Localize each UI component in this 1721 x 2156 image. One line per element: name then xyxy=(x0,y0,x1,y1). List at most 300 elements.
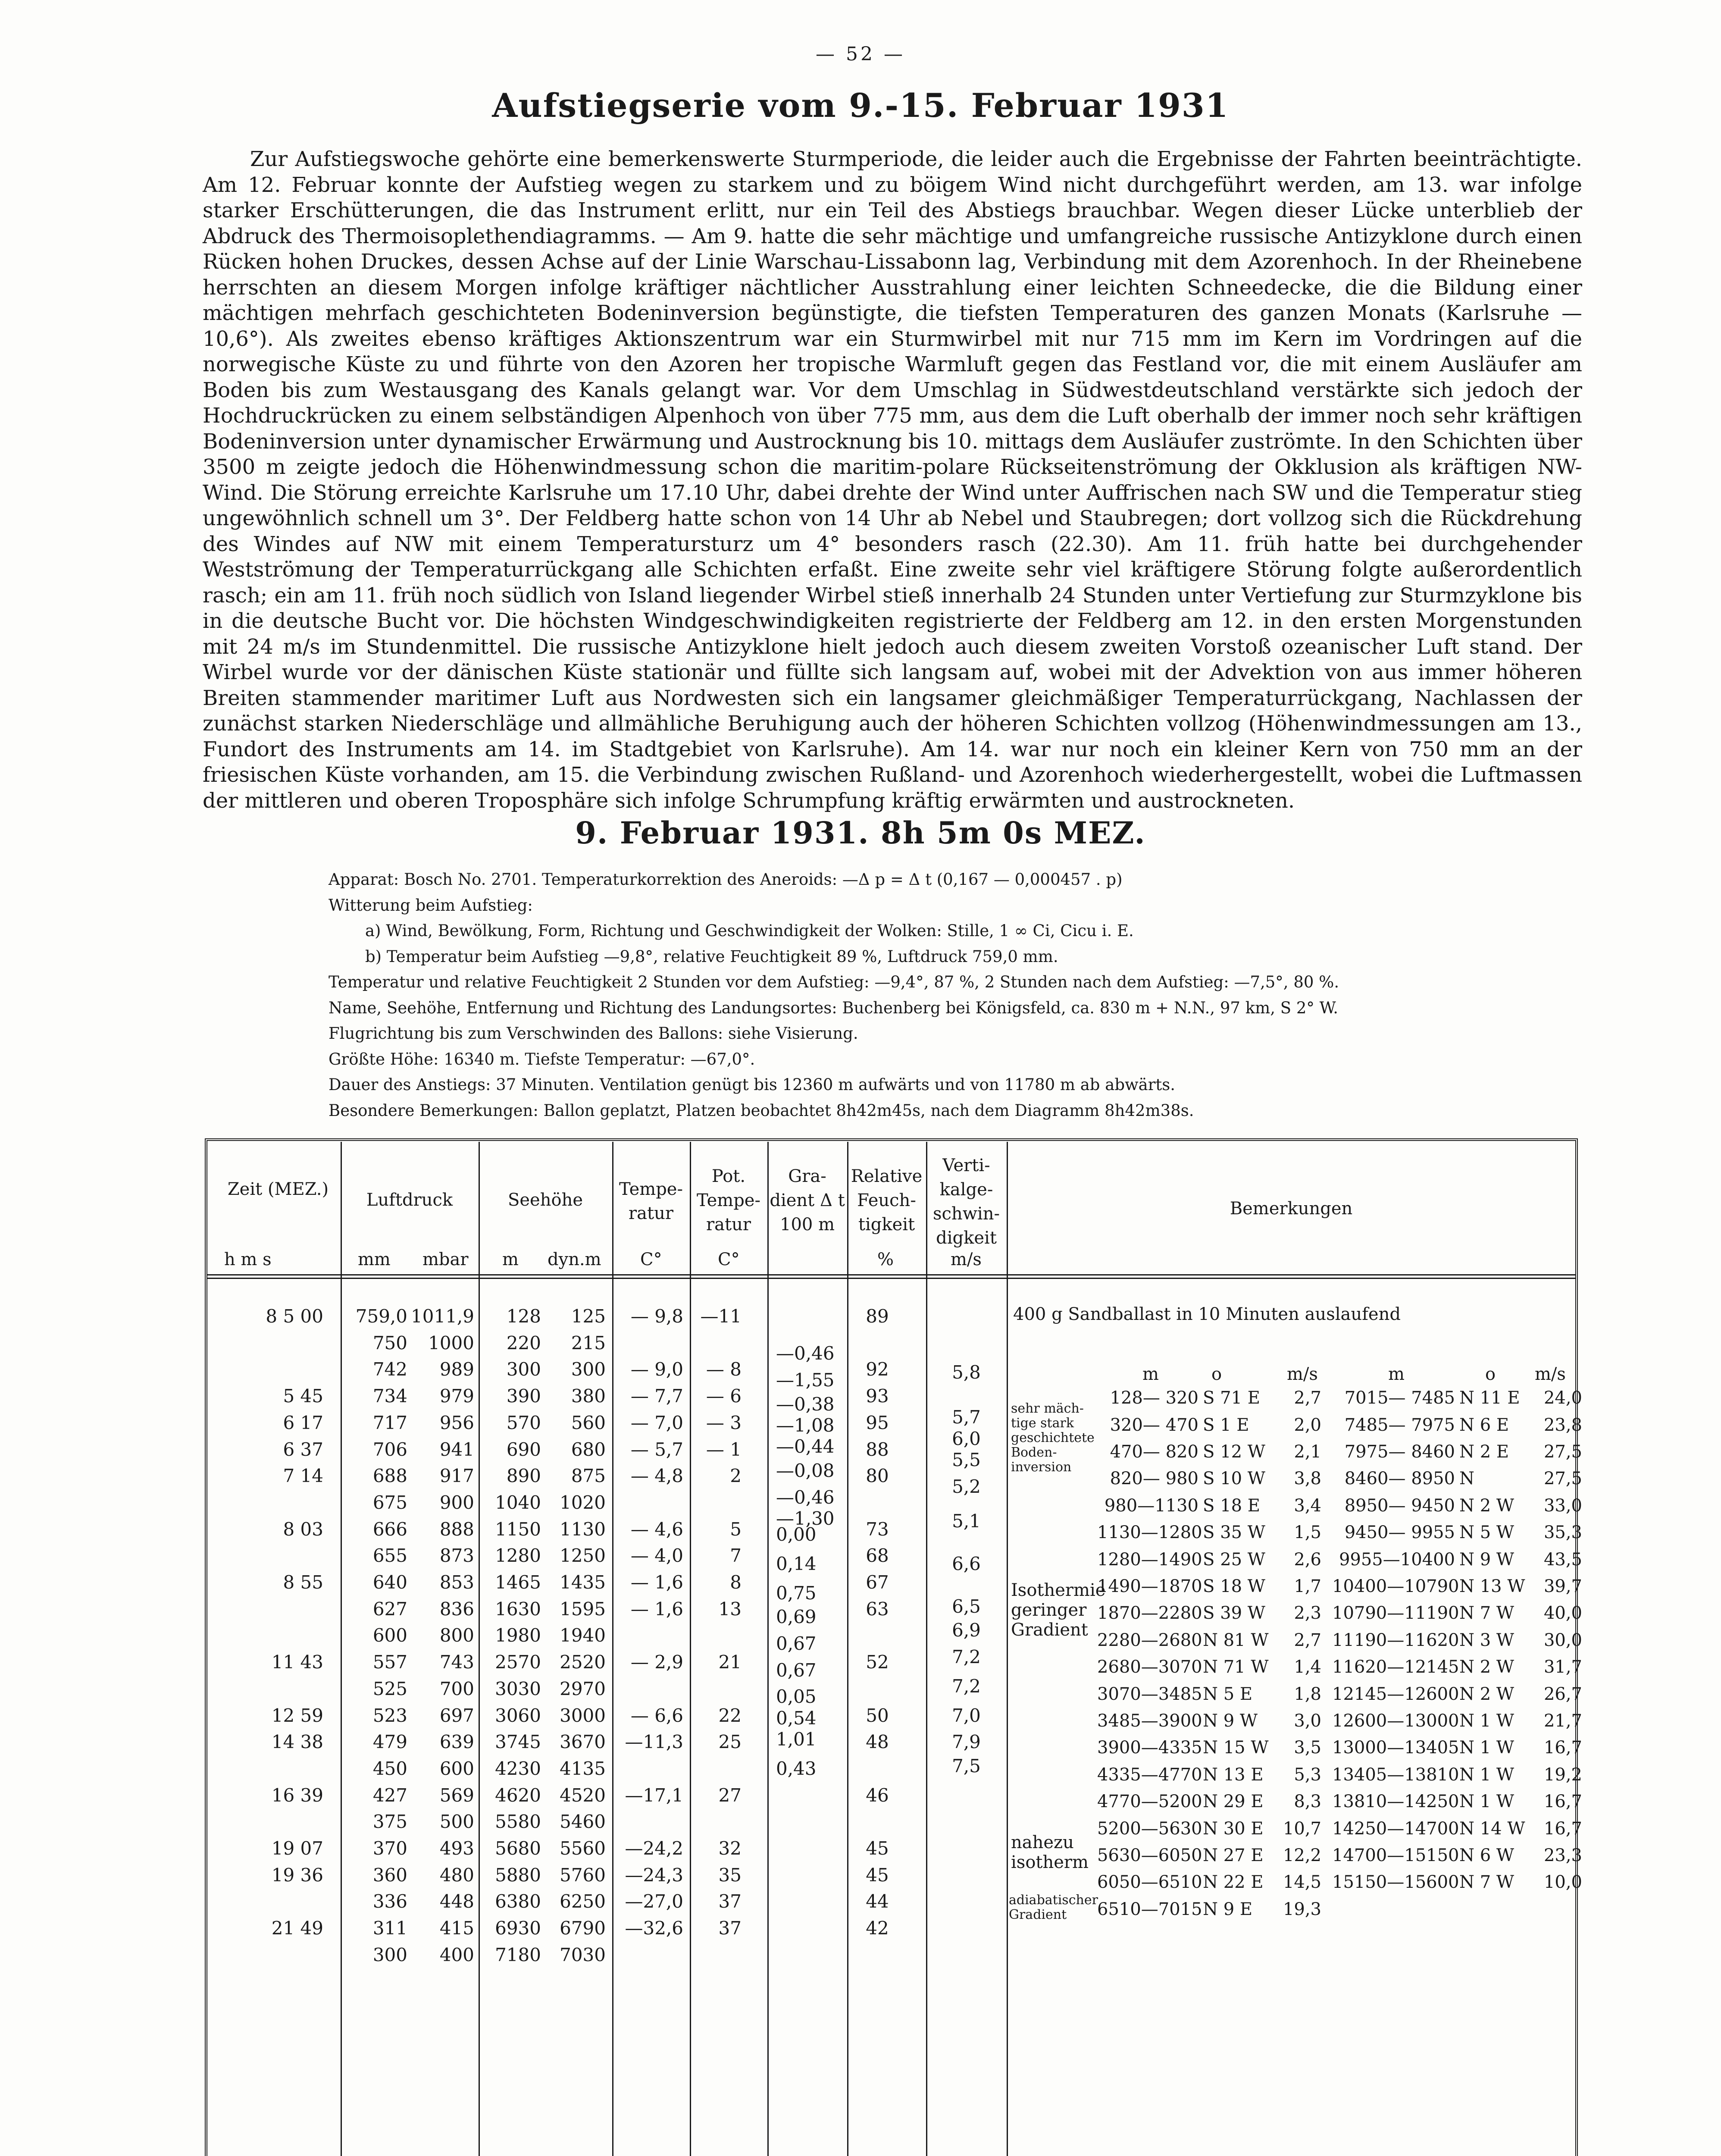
wind-dir: S 18 E xyxy=(1203,1495,1260,1516)
wind-speed: 5,3 xyxy=(1294,1764,1321,1785)
wind-range: 13405—13810 xyxy=(1332,1764,1459,1785)
remark-ballast: 400 g Sandballast in 10 Minuten auslaufend xyxy=(1013,1304,1401,1324)
cell-gradient: —0,38 xyxy=(776,1393,835,1415)
wind-speed: 14,5 xyxy=(1283,1872,1321,1893)
wind-range: 820— 980 xyxy=(1110,1469,1198,1489)
cell-height-m: 690 xyxy=(506,1438,541,1460)
cell-height-m: 300 xyxy=(506,1359,541,1380)
wind-range: 10790—11190 xyxy=(1332,1603,1459,1623)
cell-height-dynm: 7030 xyxy=(560,1944,606,1965)
cell-height-m: 5680 xyxy=(495,1838,541,1859)
cell-pressure-mm: 655 xyxy=(372,1545,407,1567)
wind-range: 2280—2680 xyxy=(1097,1630,1202,1650)
cell-humidity: 42 xyxy=(866,1918,889,1939)
cell-height-dynm: 380 xyxy=(571,1385,606,1407)
cell-time: 11 43 xyxy=(271,1651,323,1673)
cell-pressure-mm: 640 xyxy=(372,1572,407,1593)
cell-humidity: 44 xyxy=(866,1891,889,1912)
wind-dir: S 18 W xyxy=(1203,1576,1265,1597)
wind-range: 8460— 8950 xyxy=(1344,1469,1455,1489)
wind-range: 10400—10790 xyxy=(1332,1576,1459,1597)
unit-temp: C° xyxy=(640,1250,662,1269)
cell-temperature: — 5,7 xyxy=(630,1438,683,1460)
cell-pot-temperature: 32 xyxy=(718,1838,742,1859)
wind-column-header: m xyxy=(1388,1364,1405,1384)
cell-gradient: —0,08 xyxy=(776,1460,835,1481)
cell-height-dynm: 1940 xyxy=(560,1625,606,1646)
cell-pressure-mm: 627 xyxy=(372,1598,407,1620)
cell-pressure-mm: 336 xyxy=(372,1891,407,1912)
cell-gradient: —0,46 xyxy=(776,1486,835,1508)
cell-height-m: 1040 xyxy=(495,1492,541,1513)
wind-range: 5630—6050 xyxy=(1097,1846,1202,1866)
wind-speed: 1,4 xyxy=(1294,1657,1321,1677)
cell-temperature: — 1,6 xyxy=(630,1572,683,1593)
cell-vertical-speed: 7,2 xyxy=(952,1646,981,1667)
cell-vertical-speed: 6,0 xyxy=(952,1428,981,1449)
cell-pressure-mm: 734 xyxy=(372,1385,407,1407)
cell-height-m: 3030 xyxy=(495,1678,541,1699)
cell-pressure-mbar: 493 xyxy=(439,1838,474,1859)
wind-range: 4335—4770 xyxy=(1097,1764,1202,1785)
cell-time: 6 17 xyxy=(283,1412,323,1433)
cell-height-dynm: 6790 xyxy=(560,1918,606,1939)
cell-height-m: 890 xyxy=(506,1465,541,1487)
cell-time: 19 07 xyxy=(271,1838,323,1859)
wind-speed: 27,5 xyxy=(1543,1469,1582,1489)
cell-temperature: — 9,8 xyxy=(630,1306,683,1327)
wind-range: 11190—11620 xyxy=(1332,1630,1459,1650)
cell-height-dynm: 6250 xyxy=(560,1891,606,1912)
cell-height-dynm: 1250 xyxy=(560,1545,606,1567)
wind-dir: N 29 E xyxy=(1203,1792,1264,1812)
wind-speed: 3,4 xyxy=(1294,1495,1321,1516)
cell-pot-temperature: — 6 xyxy=(706,1385,742,1407)
col-divider xyxy=(612,1142,613,2156)
wind-dir: N 1 W xyxy=(1459,1738,1514,1758)
wind-speed: 10,0 xyxy=(1543,1872,1582,1893)
wind-speed: 1,8 xyxy=(1294,1684,1321,1704)
cell-height-m: 1150 xyxy=(495,1518,541,1540)
wind-range: 7485— 7975 xyxy=(1344,1415,1455,1435)
header-luftdruck: Luftdruck xyxy=(366,1190,453,1210)
wind-dir: N 13 E xyxy=(1203,1764,1264,1785)
wind-range: 3485—3900 xyxy=(1097,1711,1202,1731)
wind-dir: N 14 W xyxy=(1459,1818,1525,1839)
header-zeit: Zeit (MEZ.) xyxy=(227,1179,329,1199)
cell-gradient: 1,01 xyxy=(776,1729,817,1750)
cell-pressure-mbar: 888 xyxy=(439,1518,474,1540)
wind-range: 3070—3485 xyxy=(1097,1684,1202,1704)
wind-dir: N 71 W xyxy=(1203,1657,1269,1677)
cell-time: 6 37 xyxy=(283,1438,323,1460)
page-number: — 52 — xyxy=(816,43,905,65)
wind-speed: 16,7 xyxy=(1543,1738,1582,1758)
cell-pressure-mm: 523 xyxy=(372,1705,407,1726)
cell-pressure-mm: 479 xyxy=(372,1731,407,1753)
cell-temperature: —32,6 xyxy=(625,1918,683,1939)
cell-pressure-mm: 450 xyxy=(372,1758,407,1779)
cell-vertical-speed: 7,9 xyxy=(952,1731,981,1753)
wind-column-header: m/s xyxy=(1287,1364,1318,1384)
wind-range: 6510—7015 xyxy=(1097,1899,1202,1919)
cell-gradient: 0,69 xyxy=(776,1606,817,1628)
cell-temperature: — 4,0 xyxy=(630,1545,683,1567)
cell-gradient: —1,08 xyxy=(776,1414,835,1436)
cell-height-m: 4620 xyxy=(495,1784,541,1806)
cell-height-dynm: 2970 xyxy=(560,1678,606,1699)
wind-speed: 23,8 xyxy=(1543,1415,1582,1435)
meta-remarks: Besondere Bemerkungen: Ballon geplatzt, Platzen beobachtet 8h42m45s, nach dem Diagramm 8h42m38s. xyxy=(329,1101,1194,1120)
cell-humidity: 88 xyxy=(866,1438,889,1460)
cell-height-m: 3060 xyxy=(495,1705,541,1726)
cell-humidity: 92 xyxy=(866,1359,889,1380)
cell-temperature: — 4,6 xyxy=(630,1518,683,1540)
wind-dir: N 9 W xyxy=(1459,1549,1514,1570)
cell-humidity: 46 xyxy=(866,1784,889,1806)
wind-range: 320— 470 xyxy=(1110,1415,1198,1435)
cell-height-m: 4230 xyxy=(495,1758,541,1779)
cell-pressure-mbar: 836 xyxy=(439,1598,474,1620)
wind-range: 1870—2280 xyxy=(1097,1603,1202,1623)
cell-gradient: —1,55 xyxy=(776,1369,835,1391)
cell-pressure-mm: 688 xyxy=(372,1465,407,1487)
wind-range: 14250—14700 xyxy=(1332,1818,1459,1839)
cell-pressure-mm: 370 xyxy=(372,1838,407,1859)
col-divider xyxy=(767,1142,769,2156)
header-bemerkungen: Bemerkungen xyxy=(1230,1199,1353,1219)
cell-gradient: 0,43 xyxy=(776,1758,817,1779)
cell-time: 16 39 xyxy=(271,1784,323,1806)
cell-height-dynm: 125 xyxy=(571,1306,606,1327)
cell-temperature: —24,3 xyxy=(625,1864,683,1886)
wind-range: 9955—10400 xyxy=(1339,1549,1455,1570)
wind-speed: 31,7 xyxy=(1543,1657,1582,1677)
wind-speed: 24,0 xyxy=(1543,1388,1582,1408)
cell-pressure-mbar: 979 xyxy=(439,1385,474,1407)
wind-range: 13810—14250 xyxy=(1332,1792,1459,1812)
wind-range: 13000—13405 xyxy=(1332,1738,1459,1758)
ascent-metadata xyxy=(329,867,1622,1123)
wind-speed: 39,7 xyxy=(1543,1576,1582,1597)
cell-gradient: 0,54 xyxy=(776,1707,817,1729)
cell-vertical-speed: 6,9 xyxy=(952,1620,981,1641)
wind-speed: 40,0 xyxy=(1543,1603,1582,1623)
wind-dir: S 71 E xyxy=(1203,1388,1260,1408)
ascent-subtitle: 9. Februar 1931. 8h 5m 0s MEZ. xyxy=(575,815,1146,851)
meta-landing: Name, Seehöhe, Entfernung und Richtung des Landungsortes: Buchenberg bei Königsfeld, ca. 830 m + N.N., 97 km, S 2° W. xyxy=(329,998,1338,1017)
cell-pressure-mm: 717 xyxy=(372,1412,407,1433)
cell-pot-temperature: 35 xyxy=(718,1864,742,1886)
cell-time: 8 5 00 xyxy=(266,1306,323,1327)
cell-height-m: 1630 xyxy=(495,1598,541,1620)
cell-humidity: 50 xyxy=(866,1705,889,1726)
cell-temperature: — 4,8 xyxy=(630,1465,683,1487)
cell-pot-temperature: 21 xyxy=(718,1651,742,1673)
unit-dynm: dyn.m xyxy=(548,1250,601,1269)
col-divider xyxy=(847,1142,848,2156)
wind-speed: 8,3 xyxy=(1294,1792,1321,1812)
wind-range: 7015— 7485 xyxy=(1344,1388,1455,1408)
wind-range: 3900—4335 xyxy=(1097,1738,1202,1758)
cell-pressure-mm: 360 xyxy=(372,1864,407,1886)
remark-isothermie: Isothermie geringer Gradient xyxy=(1011,1580,1106,1640)
cell-gradient: —1,30 xyxy=(776,1507,835,1529)
wind-dir: N 22 E xyxy=(1203,1872,1264,1893)
cell-gradient: 0,67 xyxy=(776,1659,817,1681)
remark-adiabatisch: adiabatischer Gradient xyxy=(1009,1893,1098,1922)
unit-hms: h m s xyxy=(224,1250,272,1269)
cell-pressure-mbar: 956 xyxy=(439,1412,474,1433)
wind-speed: 3,5 xyxy=(1294,1738,1321,1758)
meta-weather-wind: a) Wind, Bewölkung, Form, Richtung und Geschwindigkeit der Wolken: Stille, 1 ∞ Ci, Cicu i. E. xyxy=(365,921,1134,940)
cell-height-m: 5880 xyxy=(495,1864,541,1886)
cell-gradient: 0,05 xyxy=(776,1686,817,1708)
cell-vertical-speed: 7,0 xyxy=(952,1705,981,1726)
cell-pressure-mbar: 639 xyxy=(439,1731,474,1753)
wind-speed: 2,6 xyxy=(1294,1549,1321,1570)
cell-vertical-speed: 6,5 xyxy=(952,1595,981,1617)
wind-speed: 2,7 xyxy=(1294,1388,1321,1408)
wind-range: 1490—1870 xyxy=(1097,1576,1202,1597)
cell-height-dynm: 1020 xyxy=(560,1492,606,1513)
cell-height-m: 2570 xyxy=(495,1651,541,1673)
cell-pot-temperature: — 1 xyxy=(706,1438,742,1460)
wind-speed: 3,0 xyxy=(1294,1711,1321,1731)
wind-dir: S 39 W xyxy=(1203,1603,1265,1623)
col-divider xyxy=(479,1142,480,2156)
cell-pot-temperature: 5 xyxy=(730,1518,742,1540)
cell-temperature: — 9,0 xyxy=(630,1359,683,1380)
wind-dir: N 6 E xyxy=(1459,1415,1509,1435)
wind-speed: 33,0 xyxy=(1543,1495,1582,1516)
cell-temperature: —11,3 xyxy=(625,1731,683,1753)
cell-humidity: 73 xyxy=(866,1518,889,1540)
wind-dir: N 2 W xyxy=(1459,1495,1514,1516)
cell-pressure-mbar: 800 xyxy=(439,1625,474,1646)
wind-dir: N 15 W xyxy=(1203,1738,1269,1758)
meta-temp-humidity: Temperatur und relative Feuchtigkeit 2 Stunden vor dem Aufstieg: —9,4°, 87 %, 2 Stunden nach dem Aufstieg: —7,5°, 80 %. xyxy=(329,973,1339,991)
cell-temperature: — 1,6 xyxy=(630,1598,683,1620)
cell-height-dynm: 3000 xyxy=(560,1705,606,1726)
wind-speed: 27,5 xyxy=(1543,1442,1582,1462)
cell-temperature: — 7,0 xyxy=(630,1412,683,1433)
cell-height-dynm: 1435 xyxy=(560,1572,606,1593)
header-temperatur: Tempe-ratur xyxy=(619,1179,683,1223)
cell-vertical-speed: 5,7 xyxy=(952,1407,981,1428)
cell-pot-temperature: 8 xyxy=(730,1572,742,1593)
cell-height-m: 6380 xyxy=(495,1891,541,1912)
cell-height-dynm: 1130 xyxy=(560,1518,606,1540)
wind-speed: 2,1 xyxy=(1294,1442,1321,1462)
cell-time: 5 45 xyxy=(283,1385,323,1407)
cell-height-dynm: 2520 xyxy=(560,1651,606,1673)
cell-gradient: 0,00 xyxy=(776,1523,817,1545)
cell-pot-temperature: 22 xyxy=(718,1705,742,1726)
wind-dir: N 7 W xyxy=(1459,1603,1514,1623)
unit-vert: m/s xyxy=(951,1250,982,1269)
wind-speed: 16,7 xyxy=(1543,1792,1582,1812)
cell-height-dynm: 4135 xyxy=(560,1758,606,1779)
cell-pot-temperature: —11 xyxy=(700,1306,742,1327)
header-seehoehe: Seehöhe xyxy=(507,1190,583,1210)
wind-dir: S 25 W xyxy=(1203,1549,1265,1570)
wind-dir: S 1 E xyxy=(1203,1415,1249,1435)
cell-humidity: 48 xyxy=(866,1731,889,1753)
cell-temperature: —17,1 xyxy=(625,1784,683,1806)
wind-dir: N 81 W xyxy=(1203,1630,1269,1650)
cell-pressure-mm: 675 xyxy=(372,1492,407,1513)
cell-pressure-mbar: 600 xyxy=(439,1758,474,1779)
wind-range: 12600—13000 xyxy=(1332,1711,1459,1731)
cell-pressure-mm: 666 xyxy=(372,1518,407,1540)
wind-speed: 19,3 xyxy=(1283,1899,1321,1919)
wind-dir: N 2 W xyxy=(1459,1684,1514,1704)
wind-speed: 2,7 xyxy=(1294,1630,1321,1650)
wind-range: 2680—3070 xyxy=(1097,1657,1202,1677)
wind-dir: N 2 E xyxy=(1459,1442,1509,1462)
table-header-rule-2 xyxy=(207,1278,1575,1279)
cell-height-m: 390 xyxy=(506,1385,541,1407)
wind-column-header: o xyxy=(1211,1364,1222,1384)
wind-dir: N 3 W xyxy=(1459,1630,1514,1650)
cell-pressure-mm: 706 xyxy=(372,1438,407,1460)
cell-gradient: —0,46 xyxy=(776,1343,835,1364)
cell-pressure-mm: 525 xyxy=(372,1678,407,1699)
intro-paragraph: Zur Aufstiegswoche gehörte eine bemerkenswerte Sturmperiode, die leider auch die Ergebnisse der Fahrten beeinträchtigte. Am 12. Februar konnte der Aufstieg wegen zu starkem und zu böigem Wind nicht durchgeführt werden, am 13. war infolge starker Erschütterungen, die das Instrument erlitt, nur ein Teil des Abstiegs brauchbar. Wegen dieser Lücke unterblieb der Abdruck des Thermoisoplethendiagramms. — Am 9. hatte die sehr mächtige und umfangreiche russische Antizyklone durch einen Rücken hohen Druckes, dessen Achse auf der Linie Warschau-Lissabonn lag, Verbindung mit dem Azorenhoch. In der Rheinebene herrschten an diesem Morgen infolge kräftiger nächtlicher Ausstrahlung einer leichten Schneedecke, die die Bildung einer mächtigen mehrfach geschichteten Bodeninversion begünstigte, die tiefsten Temperaturen des ganzen Monats (Karlsruhe —10,6°). Als zweites ebenso kräftiges Aktionszentrum war ein Sturmwirbel mit nur 715 mm im Kern im Vordringen auf die norwegische Küste zu und führte von den Azoren her tropische Warmluft gegen das Festland vor, die mit einem Ausläufer am Boden bis zum Westausgang des Kanals gelangt war. Vor dem Umschlag in Südwestdeutschland verstärkte sich jedoch der Hochdruckrücken zu einem selbständigen Alpenhoch von über 775 mm, aus dem die Luft oberhalb der immer noch sehr kräftigen Bodeninversion unter dynamischer Erwärmung und Austrocknung bis 10. mittags dem Ausläufer zuströmte. In den Schichten über 3500 m zeigte jedoch die Höhenwindmessung schon die maritim-polare Rückseitenströmung der Okklusion als kräftigen NW-Wind. Die Störung erreichte Karlsruhe um 17.10 Uhr, dabei drehte der Wind unter Auffrischen nach SW und die Temperatur stieg ungewöhnlich schnell um 3°. Der Feldberg hatte schon von 14 Uhr ab Nebel und Staubregen; dort vollzog sich die Rückdrehung des Windes auf NW mit einem Temperatursturz um 4° besonders rasch (22.30). Am 11. früh hatte bei durchgehender Westströmung der Temperaturrückgang alle Schichten erfaßt. Eine zweite sehr viel kräftigere Störung folgte außerordentlich rasch; ein am 11. früh noch südlich von Island liegender Wirbel stieß innerhalb 24 Stunden unter Vertiefung zur Sturmzyklone bis in die deutsche Bucht vor. Die höchsten Windgeschwindigkeiten registrierte der Feldberg am 12. in den ersten Morgenstunden mit 24 m/s im Stundenmittel. Die russische Antizyklone hielt jedoch auch diesem zweiten Vorstoß ozeanischer Luft stand. Der Wirbel wurde vor der dänischen Küste stationär und füllte sich langsam auf, wobei mit der Advektion von aus immer höheren Breiten stammender maritimer Luft aus Nordwesten sich ein langsamer gleichmäßiger Temperaturrückgang, Nachlassen der zunächst starken Niederschläge und allmähliche Beruhigung auch der höheren Schichten vollzog (Höhenwindmessungen am 13., Fundort des Instruments am 14. im Stadtgebiet von Karlsruhe). Am 14. war nur noch ein kleiner Kern von 750 mm an der friesischen Küste vorhanden, am 15. die Verbindung zwischen Rußland- und Azorenhoch wiederhergestellt, wobei die Luftmassen der mittleren und oberen Troposphäre sich infolge Schrumpfung kräftig erwärmten und austrockneten. xyxy=(203,147,1582,813)
meta-weather-heading: Witterung beim Aufstieg: xyxy=(329,896,533,915)
cell-gradient: 0,75 xyxy=(776,1582,817,1604)
wind-speed: 19,2 xyxy=(1543,1764,1582,1785)
cell-humidity: 45 xyxy=(866,1838,889,1859)
remark-bodeninversion: sehr mäch-tige stark geschichtete Boden-inversion xyxy=(1011,1401,1095,1475)
wind-speed: 3,8 xyxy=(1294,1469,1321,1489)
cell-temperature: — 2,9 xyxy=(630,1651,683,1673)
wind-range: 8950— 9450 xyxy=(1344,1495,1455,1516)
cell-pressure-mbar: 853 xyxy=(439,1572,474,1593)
cell-vertical-speed: 7,2 xyxy=(952,1675,981,1697)
wind-dir: N 1 W xyxy=(1459,1711,1514,1731)
cell-pot-temperature: 13 xyxy=(718,1598,742,1620)
wind-dir: N 6 W xyxy=(1459,1846,1514,1866)
col-divider xyxy=(341,1142,342,2156)
cell-pressure-mm: 742 xyxy=(372,1359,407,1380)
cell-pressure-mm: 311 xyxy=(372,1918,407,1939)
table-header-rule xyxy=(207,1274,1575,1275)
wind-column-header: m/s xyxy=(1535,1364,1566,1384)
page-title: Aufstiegserie vom 9.-15. Februar 1931 xyxy=(492,86,1229,125)
cell-vertical-speed: 5,1 xyxy=(952,1510,981,1532)
cell-pressure-mbar: 500 xyxy=(439,1811,474,1833)
cell-time: 8 03 xyxy=(283,1518,323,1540)
cell-humidity: 45 xyxy=(866,1864,889,1886)
cell-gradient: —0,44 xyxy=(776,1436,835,1457)
wind-range: 11620—12145 xyxy=(1332,1657,1459,1677)
cell-pot-temperature: 27 xyxy=(718,1784,742,1806)
wind-speed: 23,3 xyxy=(1543,1846,1582,1866)
unit-pot: C° xyxy=(718,1250,740,1269)
wind-dir: N 1 W xyxy=(1459,1764,1514,1785)
cell-height-m: 128 xyxy=(506,1306,541,1327)
wind-range: 14700—15150 xyxy=(1332,1846,1459,1866)
cell-pressure-mbar: 569 xyxy=(439,1784,474,1806)
cell-vertical-speed: 5,5 xyxy=(952,1449,981,1471)
cell-height-m: 5580 xyxy=(495,1811,541,1833)
wind-speed: 16,7 xyxy=(1543,1818,1582,1839)
cell-height-dynm: 875 xyxy=(571,1465,606,1487)
meta-weather-temperature: b) Temperatur beim Aufstieg —9,8°, relative Feuchtigkeit 89 %, Luftdruck 759,0 mm. xyxy=(365,947,1058,966)
cell-pressure-mm: 375 xyxy=(372,1811,407,1833)
cell-pressure-mbar: 400 xyxy=(439,1944,474,1965)
cell-humidity: 68 xyxy=(866,1545,889,1567)
meta-apparatus: Apparat: Bosch No. 2701. Temperaturkorrektion des Aneroids: —Δ p = Δ t (0,167 — 0,000457 . p) xyxy=(329,870,1123,889)
wind-range: 15150—15600 xyxy=(1332,1872,1459,1893)
cell-pressure-mm: 600 xyxy=(372,1625,407,1646)
cell-pressure-mbar: 917 xyxy=(439,1465,474,1487)
cell-humidity: 63 xyxy=(866,1598,889,1620)
cell-temperature: — 6,6 xyxy=(630,1705,683,1726)
wind-speed: 12,2 xyxy=(1283,1846,1321,1866)
cell-vertical-speed: 5,8 xyxy=(952,1361,981,1383)
cell-pot-temperature: 2 xyxy=(730,1465,742,1487)
cell-pot-temperature: 7 xyxy=(730,1545,742,1567)
wind-dir: N 5 W xyxy=(1459,1523,1514,1543)
wind-speed: 2,0 xyxy=(1294,1415,1321,1435)
wind-speed: 26,7 xyxy=(1543,1684,1582,1704)
cell-pressure-mbar: 743 xyxy=(439,1651,474,1673)
header-pot-temperatur: Pot. Tempe-ratur xyxy=(697,1166,760,1235)
cell-pressure-mbar: 700 xyxy=(439,1678,474,1699)
col-divider xyxy=(690,1142,691,2156)
wind-speed: 35,3 xyxy=(1543,1523,1582,1543)
wind-range: 470— 820 xyxy=(1110,1442,1198,1462)
cell-pot-temperature: 37 xyxy=(718,1891,742,1912)
cell-height-m: 1465 xyxy=(495,1572,541,1593)
cell-height-dynm: 215 xyxy=(571,1332,606,1354)
meta-flight-direction: Flugrichtung bis zum Verschwinden des Ballons: siehe Visierung. xyxy=(329,1024,858,1043)
wind-range: 128— 320 xyxy=(1110,1388,1198,1408)
wind-range: 1130—1280 xyxy=(1097,1523,1202,1543)
cell-pressure-mbar: 941 xyxy=(439,1438,474,1460)
cell-pot-temperature: 37 xyxy=(718,1918,742,1939)
cell-pressure-mbar: 1011,9 xyxy=(411,1306,474,1327)
remark-nahezu-isotherm: nahezu isotherm xyxy=(1011,1833,1089,1872)
cell-height-dynm: 560 xyxy=(571,1412,606,1433)
cell-height-dynm: 300 xyxy=(571,1359,606,1380)
cell-time: 12 59 xyxy=(271,1705,323,1726)
meta-duration: Dauer des Anstiegs: 37 Minuten. Ventilation genügt bis 12360 m aufwärts und von 11780 m ab abwärts. xyxy=(329,1075,1176,1094)
wind-dir: N 7 W xyxy=(1459,1872,1514,1893)
cell-time: 19 36 xyxy=(271,1864,323,1886)
wind-range: 7975— 8460 xyxy=(1344,1442,1455,1462)
cell-height-dynm: 5760 xyxy=(560,1864,606,1886)
cell-pressure-mm: 750 xyxy=(372,1332,407,1354)
wind-range: 980—1130 xyxy=(1104,1495,1198,1516)
wind-speed: 1,7 xyxy=(1294,1576,1321,1597)
cell-pressure-mbar: 873 xyxy=(439,1545,474,1567)
header-feuchtigkeit: Relative Feuch-tigkeit xyxy=(851,1166,923,1235)
wind-dir: N 2 W xyxy=(1459,1657,1514,1677)
cell-vertical-speed: 6,6 xyxy=(952,1553,981,1574)
cell-pressure-mm: 759,0 xyxy=(355,1306,407,1327)
cell-pressure-mbar: 480 xyxy=(439,1864,474,1886)
wind-speed: 1,5 xyxy=(1294,1523,1321,1543)
cell-height-m: 220 xyxy=(506,1332,541,1354)
cell-time: 7 14 xyxy=(283,1465,323,1487)
cell-time: 14 38 xyxy=(271,1731,323,1753)
wind-speed: 43,5 xyxy=(1543,1549,1582,1570)
wind-dir: N 30 E xyxy=(1203,1818,1264,1839)
